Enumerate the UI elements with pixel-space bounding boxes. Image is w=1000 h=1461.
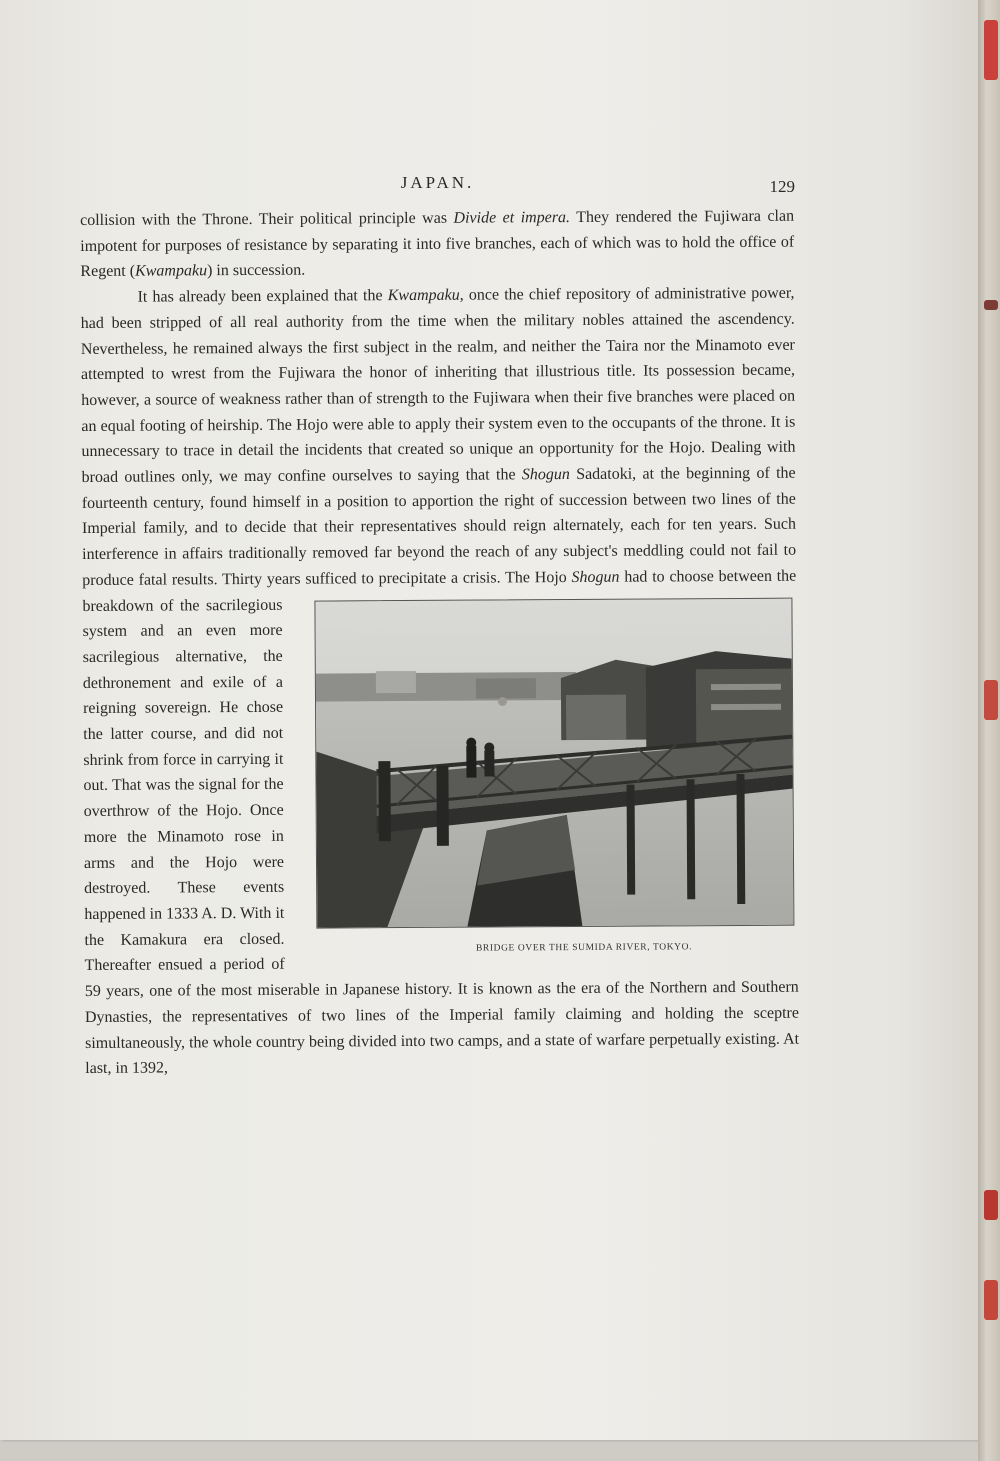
- text-run: had to choose between the breakdown of the sacrilegious system and an even more sacrilegious alternative, the dethronement and exile of a reigning sovereign. He chose the latter course, and did not shrink from force in carrying it out. That was the signal for the overthrow of the Hojo. Once more the Minamoto rose in arms and the Hojo were destroyed. These events happened in 1333 A. D. With it the Kamakura era closed. Thereafter ensued a period of 59 years, one of the most miserable in Japanese history. It is known as the era of the Northern and Southern Dynasties, the representatives of two lines of the Imperial family claiming and holding the sceptre simultaneously, the whole country being divided into two camps, and a state of warfare perpetually existing. At last, in 1392,: [82, 567, 800, 1078]
- text-run: collision with the Throne. Their political principle was: [80, 209, 454, 229]
- page-header: [80, 173, 795, 203]
- italic-term: Shogun: [571, 568, 620, 586]
- page-edge: [978, 0, 1000, 1461]
- figure-caption: BRIDGE OVER THE SUMIDA RIVER, TOKYO.: [475, 941, 693, 954]
- text-run: It has already been explained that the: [137, 287, 388, 306]
- text-run: They rendered the Fujiwara clan impotent for purposes of resistance by separating it into five branches, each of which was to hold the office of Regent (: [80, 207, 795, 281]
- running-title: JAPAN.: [400, 173, 475, 192]
- edge-mark: [984, 1190, 998, 1220]
- edge-mark: [984, 20, 998, 80]
- text-run: , once the chief repository of administrative power, had been stripped of all real authority from the time when the military nobles attained the ascendency. Nevertheless, he remained always the first subject in the realm, and neither the Taira nor the Minamoto ever attempted to wrest from the Fujiwara the honor of inheriting that illustrious title. Its possession became, however, a source of weakness rather than of strength to the Fujiwara when their five branches were placed on an equal footing of heirship. The Hojo were able to apply their system even to the occupants of the throne. It is unnecessary to trace in detail the incidents that created so unique an opportunity for the Hojo. Dealing with broad outlines only, we may confine ourselves to saying that the: [80, 284, 796, 487]
- paragraph-1: [80, 204, 794, 285]
- italic-term: Kwampaku: [387, 286, 460, 305]
- italic-term: Kwampaku: [134, 262, 208, 281]
- paragraph-2: [80, 281, 799, 1082]
- edge-mark: [984, 1280, 998, 1320]
- edge-mark: [984, 680, 998, 720]
- italic-phrase: Divide et impera.: [453, 209, 571, 227]
- italic-term: Shogun: [521, 466, 570, 484]
- page-number: 129: [769, 177, 795, 196]
- text-run: ) in succession.: [206, 262, 306, 280]
- text-run: Sadatoki, at the beginning of the fourteenth century, found himself in a position to apportion the right of succession between two lines of the Imperial family, and to decide that their representatives should reign alternately, each for ten years. Such interference in affairs traditionally removed far beyond the reach of any subject's meddling could not fail to produce fatal results. Thirty years sufficed to precipitate a crisis. The Hojo: [81, 464, 797, 589]
- paper-blemish: [498, 697, 507, 706]
- edge-mark: [984, 300, 998, 310]
- body-text: [80, 204, 799, 1082]
- bridge-photograph: [314, 597, 794, 928]
- figure: [314, 597, 794, 963]
